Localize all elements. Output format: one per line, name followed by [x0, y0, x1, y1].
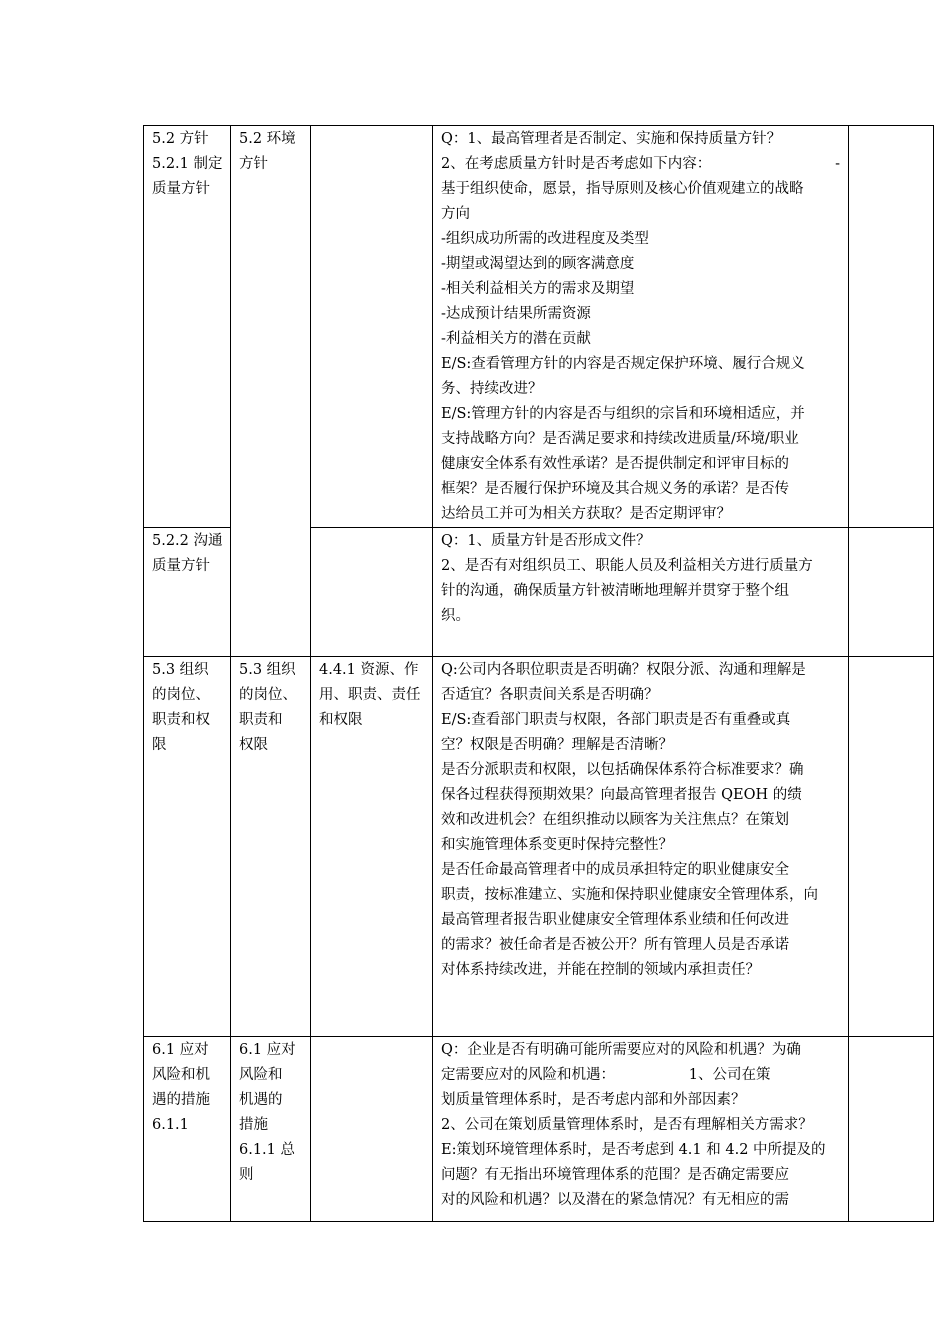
quality-clause-cell: 6.1 应对 风险和机 遇的措施 6.1.1: [144, 1037, 231, 1222]
table-row: [144, 657, 934, 1037]
table-row: [144, 1037, 934, 1222]
environment-clause-cell: 6.1 应对 风险和 机遇的 措施 6.1.1 总 则: [231, 1037, 311, 1222]
environment-clause-cell: 5.2 环境 方针: [231, 126, 311, 657]
remarks-cell: [849, 1037, 934, 1222]
ohs-clause-cell: 4.4.1 资源、作 用、职责、责任 和权限: [311, 657, 433, 1037]
audit-content-cell: Q:公司内各职位职责是否明确？权限分派、沟通和理解是 否适宜？各职责间关系是否明确？ E/S:查看部门职责与权限，各部门职责是否有重叠或真 空？权限是否明确？理解是否清晰？ 是否分派职责和权限，以包括确保体系符合标准要求？确 保各过程获得预期效果？向最高管理者报告 QEOH 的绩 效和改进机会？在组织推动以顾客为关注焦点？在策划 和实施管理体系变更时保持完整性？ 是否任命最高管理者中的成员承担特定的职业健康安全 职责，按标准建立、实施和保持职业健康安全管理体系，向 最高管理者报告职业健康安全管理体系业绩和任何改进 的需求？被任命者是否被公开？所有管理人员是否承诺 对体系持续改进，并能在控制的领域内承担责任？: [433, 657, 849, 1037]
table-row: [144, 126, 934, 528]
quality-clause-cell: 5.3 组织 的岗位、 职责和权 限: [144, 657, 231, 1037]
quality-clause-cell: 5.2 方针 5.2.1 制定 质量方针: [144, 126, 231, 528]
remarks-cell: [849, 657, 934, 1037]
audit-content-cell: Q：企业是否有明确可能所需要应对的风险和机遇？为确 定需要应对的风险和机遇： 1、公司在策 划质量管理体系时，是否考虑内部和外部因素？ 2、公司在策划质量管理体系时，是否有理解相关方需求？ E:策划环境管理体系时，是否考虑到 4.1 和 4.2 中所提及的 问题？有无指出环境管理体系的范围？是否确定需要应 对的风险和机遇？以及潜在的紧急情况？有无相应的需: [433, 1037, 849, 1222]
audit-checklist-table: [143, 125, 934, 1222]
ohs-clause-cell: [311, 1037, 433, 1222]
ohs-clause-cell: [311, 126, 433, 528]
quality-clause-cell: 5.2.2 沟通 质量方针: [144, 528, 231, 657]
environment-clause-cell: 5.3 组织 的岗位、 职责和 权限: [231, 657, 311, 1037]
remarks-cell: [849, 528, 934, 657]
audit-content-cell: Q：1、最高管理者是否制定、实施和保持质量方针？ 2、在考虑质量方针时是否考虑如下内容： - 基于组织使命，愿景，指导原则及核心价值观建立的战略 方向 -组织成功所需的改进程度及类型 -期望或渴望达到的顾客满意度 -相关利益相关方的需求及期望 -达成预计结果所需资源 -利益相关方的潜在贡献 E/S:查看管理方针的内容是否规定保护环境、履行合规义 务、持续改进？ E/S:管理方针的内容是否与组织的宗旨和环境相适应，并 支持战略方向？是否满足要求和持续改进质量/环境/职业 健康安全体系有效性承诺？是否提供制定和评审目标的 框架？是否履行保护环境及其合规义务的承诺？是否传 达给员工并可为相关方获取？是否定期评审？: [433, 126, 849, 528]
audit-content-cell: Q：1、质量方针是否形成文件？ 2、是否有对组织员工、职能人员及利益相关方进行质量方 针的沟通，确保质量方针被清晰地理解并贯穿于整个组 织。: [433, 528, 849, 657]
remarks-cell: [849, 126, 934, 528]
ohs-clause-cell: [311, 528, 433, 657]
